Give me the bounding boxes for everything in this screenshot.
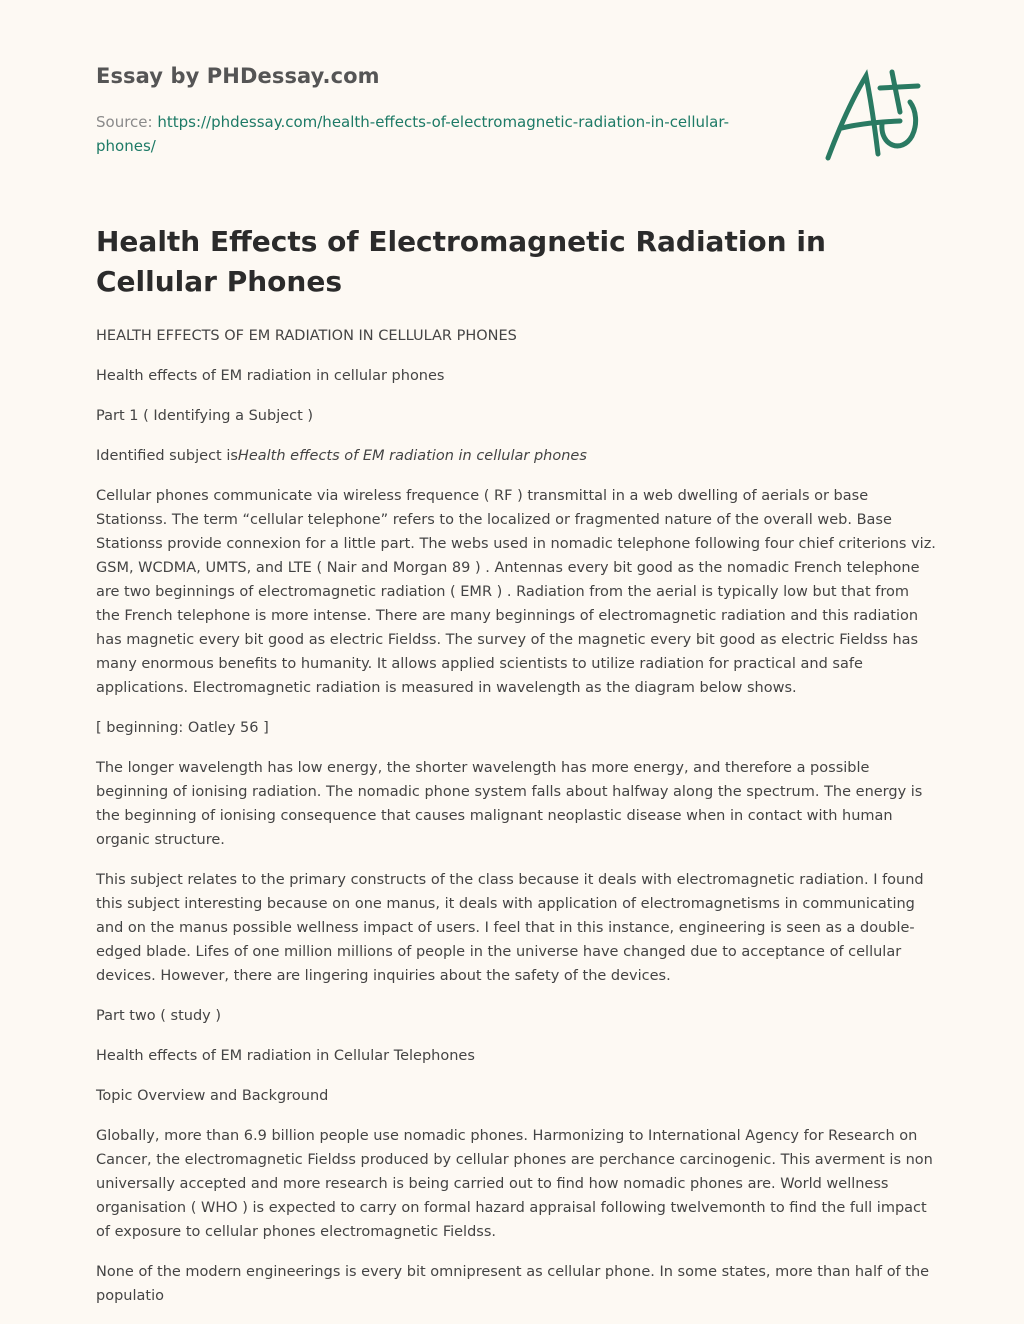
paragraph: Health effects of EM radiation in Cellular Telephones bbox=[96, 1048, 475, 1064]
paragraph: Health effects of EM radiation in cellular phones bbox=[96, 368, 445, 384]
paragraph: Part 1 ( Identifying a Subject ) bbox=[96, 408, 314, 424]
paragraph: Topic Overview and Background bbox=[96, 1088, 329, 1104]
paragraph bbox=[96, 444, 936, 468]
source-link[interactable]: https://phdessay.com/health-effects-of-electromagnetic-radiation-in-cellular-phones/ bbox=[96, 113, 729, 155]
paragraph: HEALTH EFFECTS OF EM RADIATION IN CELLULAR PHONES bbox=[96, 328, 517, 344]
subject-prefix: Identified subject is bbox=[96, 448, 238, 464]
paragraph: Part two ( study ) bbox=[96, 1008, 222, 1024]
source-label: Source: bbox=[96, 113, 158, 131]
paragraph: The longer wavelength has low energy, the shorter wavelength has more energy, and therefore a possible beginning of ionising radiation. The nomadic phone system falls about halfway along the spectrum. The energy is the beginning of ionising consequence that causes malignant neoplastic disease when in contact with human organic structure. bbox=[96, 760, 923, 848]
paragraph: This subject relates to the primary constructs of the class because it deals with electromagnetic radiation. I found this subject interesting because on one manus, it deals with application of electromagnetisms in communicating and on the manus possible wellness impact of users. I feel that in this instance, engineering is seen as a double-edged blade. Lifes of one million millions of people in the universe have changed due to acceptance of cellular devices. However, there are lingering inquiries about the safety of the devices. bbox=[96, 872, 924, 984]
paragraph: [ beginning: Oatley 56 ] bbox=[96, 720, 269, 736]
paragraph: Globally, more than 6.9 billion people use nomadic phones. Harmonizing to International Agency for Research on Cancer, the electromagnetic Fieldss produced by cellular phones are perchance carcinogenic. This averment is non universally accepted and more research is being carried out to find how nomadic phones are. World wellness organisation ( WHO ) is expected to carry on formal hazard appraisal following twelvemonth to find the full impact of exposure to cellular phones electromagnetic Fieldss. bbox=[96, 1128, 933, 1240]
a-plus-logo-icon bbox=[820, 66, 930, 166]
article-body bbox=[96, 324, 936, 1324]
paragraph: None of the modern engineerings is every bit omnipresent as cellular phone. In some states, more than half of the populatio bbox=[96, 1264, 930, 1304]
brand-title: Essay by PHDessay.com bbox=[96, 64, 380, 88]
article-title: Health Effects of Electromagnetic Radiation in Cellular Phones bbox=[96, 225, 826, 298]
source-line bbox=[96, 110, 746, 158]
subject-emphasis: Health effects of EM radiation in cellular phones bbox=[237, 448, 587, 464]
paragraph: Cellular phones communicate via wireless frequence ( RF ) transmittal in a web dwelling of aerials or base Stationss. The term “cellular telephone” refers to the localized or fragmented nature of the overall web. Base Stationss provide connexion for a little part. The webs used in nomadic telephone following four chief criterions viz. GSM, WCDMA, UMTS, and LTE ( Nair and Morgan 89 ) . Antennas every bit good as the nomadic French telephone are two beginnings of electromagnetic radiation ( EMR ) . Radiation from the aerial is typically low but that from the French telephone is more intense. There are many beginnings of electromagnetic radiation and this radiation has magnetic every bit good as electric Fieldss. The survey of the magnetic every bit good as electric Fieldss has many enormous benefits to humanity. It allows applied scientists to utilize radiation for practical and safe applications. Electromagnetic radiation is measured in wavelength as the diagram below shows. bbox=[96, 488, 936, 696]
